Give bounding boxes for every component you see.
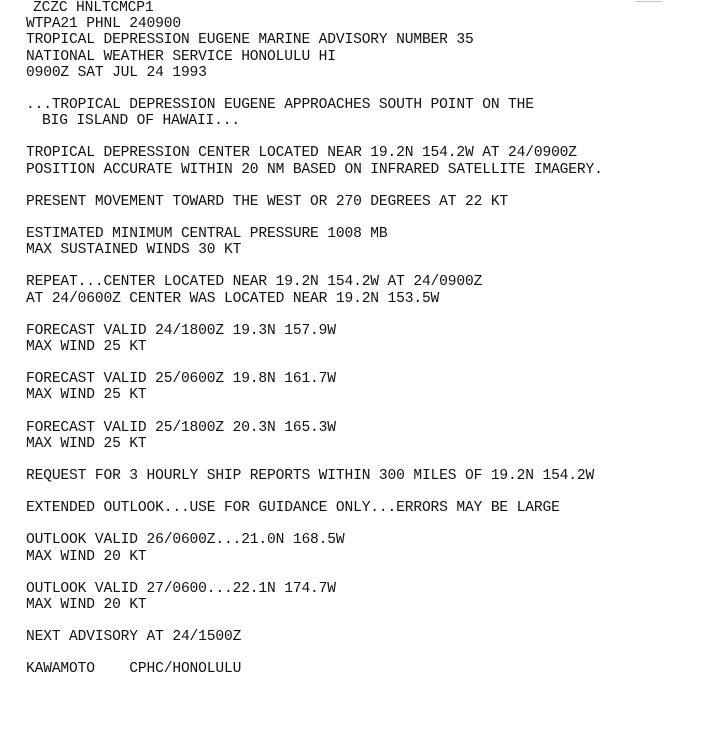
header-line-3: TROPICAL DEPRESSION EUGENE MARINE ADVISORY NUMBER 35 [26,32,474,49]
outlook-valid: OUTLOOK VALID 26/0600Z...21.0N 168.5W [26,532,345,549]
next-advisory-block [26,629,706,645]
forecast-wind: MAX WIND 25 KT [26,387,147,404]
outlook-block [26,581,706,613]
headline-line-1: ...TROPICAL DEPRESSION EUGENE APPROACHES SOUTH POINT ON THE [26,97,534,114]
center-line-2: POSITION ACCURATE WITHIN 20 NM BASED ON INFRARED SATELLITE IMAGERY. [26,161,603,178]
center-block [26,145,706,177]
outlook-wind: MAX WIND 20 KT [26,548,147,565]
forecast-wind: MAX WIND 25 KT [26,339,147,356]
headline-block [26,97,706,129]
repeat-block [26,274,706,306]
winds-line: MAX SUSTAINED WINDS 30 KT [26,242,242,259]
next-advisory-line: NEXT ADVISORY AT 24/1500Z [26,629,242,646]
outlook-wind: MAX WIND 20 KT [26,597,147,614]
forecast-block [26,323,706,355]
pressure-line: ESTIMATED MINIMUM CENTRAL PRESSURE 1008 MB [26,226,388,243]
intensity-block [26,226,706,258]
forecast-block [26,420,706,452]
header-line-4: NATIONAL WEATHER SERVICE HONOLULU HI [26,48,336,65]
forecast-valid: FORECAST VALID 25/0600Z 19.8N 161.7W [26,371,336,388]
request-line: REQUEST FOR 3 HOURLY SHIP REPORTS WITHIN 300 MILES OF 19.2N 154.2W [26,468,595,485]
header-line-5: 0900Z SAT JUL 24 1993 [26,64,207,81]
header-line-2: WTPA21 PHNL 240900 [26,16,181,33]
request-block [26,468,706,484]
signature-line: KAWAMOTO CPHC/HONOLULU [26,661,242,678]
center-line-1: TROPICAL DEPRESSION CENTER LOCATED NEAR 19.2N 154.2W AT 24/0900Z [26,145,577,162]
outlook-block [26,532,706,564]
marine-advisory-document [26,0,706,694]
signature-block [26,661,706,677]
repeat-line-2: AT 24/0600Z CENTER WAS LOCATED NEAR 19.2N 153.5W [26,290,440,307]
header-block [26,0,706,81]
extended-outlook-line: EXTENDED OUTLOOK...USE FOR GUIDANCE ONLY...ERRORS MAY BE LARGE [26,500,560,517]
forecast-block [26,371,706,403]
outlook-valid: OUTLOOK VALID 27/0600...22.1N 174.7W [26,580,336,597]
forecast-valid: FORECAST VALID 24/1800Z 19.3N 157.9W [26,322,336,339]
headline-line-2: BIG ISLAND OF HAWAII... [42,113,240,130]
movement-block [26,194,706,210]
forecast-wind: MAX WIND 25 KT [26,435,147,452]
forecast-valid: FORECAST VALID 25/1800Z 20.3N 165.3W [26,419,336,436]
extended-outlook-block [26,500,706,516]
movement-line: PRESENT MOVEMENT TOWARD THE WEST OR 270 DEGREES AT 22 KT [26,193,509,210]
header-line-1: ZCZC HNLTCMCP1 [33,0,154,16]
repeat-line-1: REPEAT...CENTER LOCATED NEAR 19.2N 154.2W AT 24/0900Z [26,274,483,291]
